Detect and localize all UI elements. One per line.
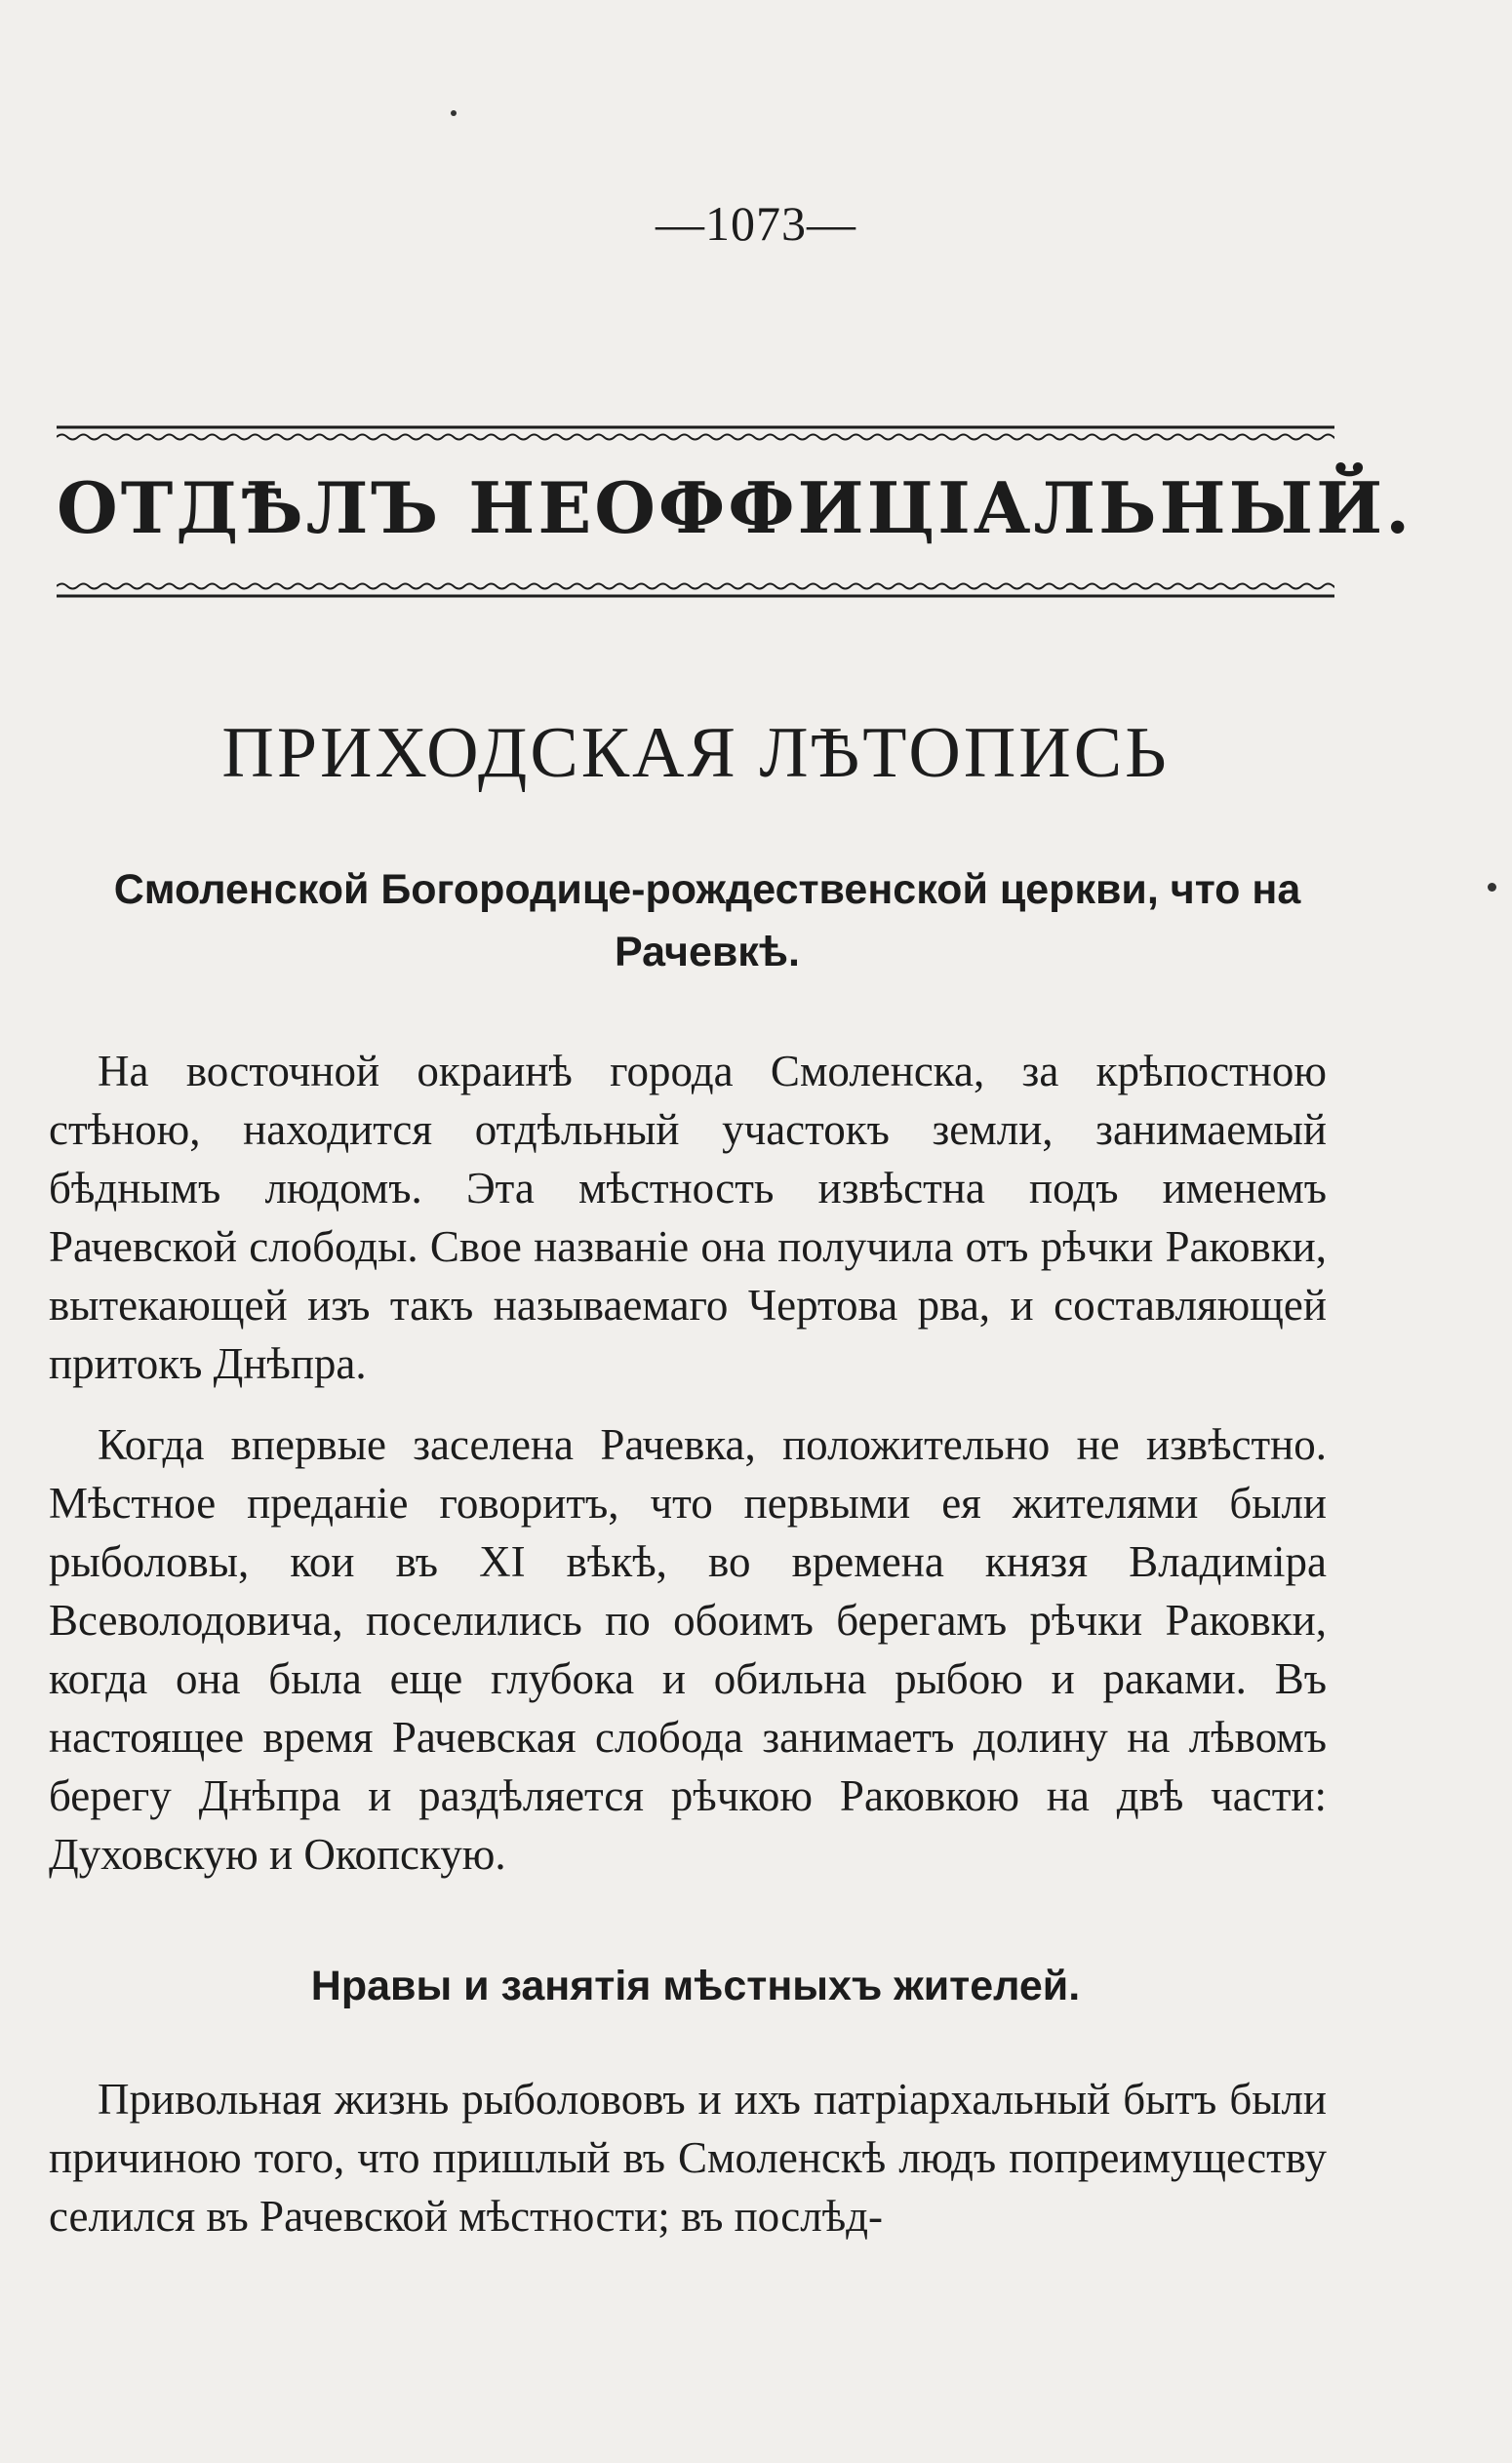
print-speck bbox=[1488, 883, 1496, 892]
ornamental-rule-top bbox=[57, 425, 1334, 447]
paragraph-customs bbox=[49, 2070, 1327, 2245]
church-subtitle: Смоленской Богородице-рождественской церкви, что на Рачевкѣ. bbox=[113, 866, 1301, 975]
page-number: —1073— bbox=[656, 196, 856, 251]
print-speck bbox=[451, 110, 457, 116]
paragraph-text: Когда впервые заселена Рачевка, положительно не извѣстно. Мѣстное преданіе говоритъ, что первыми ея жителями были рыболовы, кои въ XI вѣкѣ, во времена князя Владиміра Всеволодовича, поселились по обоимъ берегамъ рѣчки Раковки, когда она была еще глубока и обильна рыбою и раками. Въ настоящее время Рачевская слобода занимаетъ долину на лѣвомъ берегу Днѣпра и раздѣляется рѣчкою Раковкою на двѣ части: Духовскую и Окопскую. bbox=[49, 1420, 1327, 1879]
paragraph-text: На восточной окраинѣ города Смоленска, за крѣпостною стѣною, находится отдѣльный участокъ земли, занимаемый бѣднымъ людомъ. Эта мѣстность извѣстна подъ именемъ Рачевской слободы. Свое названіе она получила отъ рѣчки Раковки, вытекающей изъ такъ называемаго Чертова рва, и составляющей притокъ Днѣпра. bbox=[49, 1047, 1327, 1388]
chronicle-title: ПРИХОДСКАЯ ЛѢТОПИСЬ bbox=[221, 713, 1170, 793]
paragraph-history bbox=[49, 1415, 1327, 1884]
section-heading: Нравы и занятія мѣстныхъ жителей. bbox=[310, 1963, 1081, 2009]
paragraph-text: Привольная жизнь рыболововъ и ихъ патріархальный бытъ были причиною того, что пришлый въ Смоленскѣ людъ попреимуществу селился въ Рачевской мѣстности; въ послѣд- bbox=[49, 2075, 1327, 2241]
paragraph-location bbox=[49, 1042, 1327, 1393]
ornamental-rule-bottom bbox=[57, 577, 1334, 599]
section-title: ОТДѢЛЪ НЕОФФИЦІАЛЬНЫЙ. bbox=[57, 466, 1413, 549]
